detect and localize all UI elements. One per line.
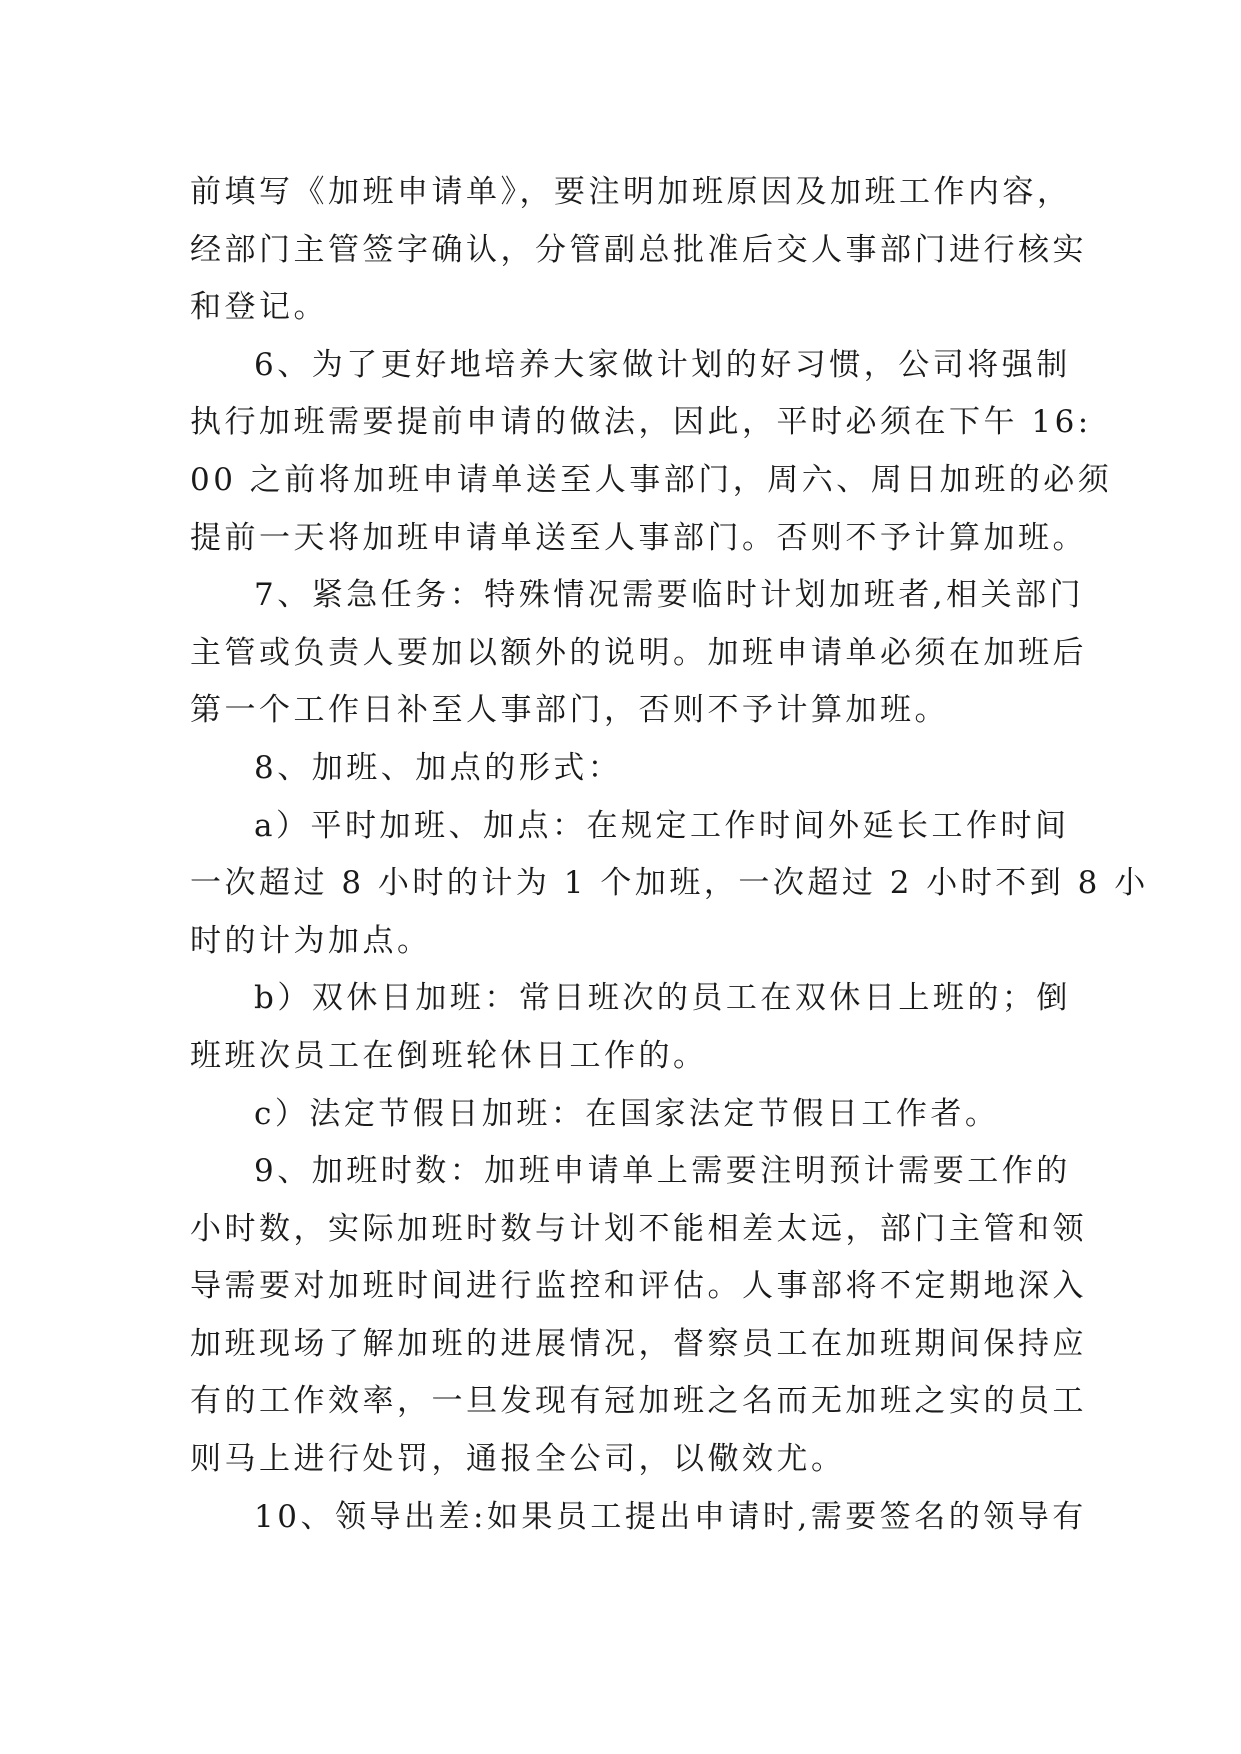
text-line: 主管或负责人要加以额外的说明。加班申请单必须在加班后	[190, 634, 1087, 671]
text-line: 前填写《加班申请单》，要注明加班原因及加班工作内容，	[190, 174, 1072, 210]
text-line: 一次超过 8 小时的计为 1 个加班，一次超过 2 小时不到 8 小	[190, 865, 1149, 902]
paragraph-start-line: 10、领导出差:如果员工提出申请时,需要签名的领导有	[254, 1498, 1087, 1535]
text-line: 有的工作效率，一旦发现有冠加班之名而无加班之实的员工	[190, 1383, 1087, 1420]
text-line: 班班次员工在倒班轮休日工作的。	[190, 1037, 708, 1074]
text-line: 时的计为加点。	[190, 922, 432, 959]
text-line: 第一个工作日补至人事部门，否则不予计算加班。	[190, 692, 949, 729]
text-line: 经部门主管签字确认，分管副总批准后交人事部门进行核实	[190, 231, 1087, 268]
text-line: 提前一天将加班申请单送至人事部门。否则不予计算加班。	[190, 519, 1087, 556]
text-line: 导需要对加班时间进行监控和评估。人事部将不定期地深入	[190, 1268, 1087, 1305]
paragraph-start-line: a）平时加班、加点：在规定工作时间外延长工作时间	[254, 807, 1070, 844]
text-line: 则马上进行处罚，通报全公司，以儆效尤。	[190, 1441, 846, 1478]
paragraph-start-line: 7、紧急任务：特殊情况需要临时计划加班者,相关部门	[254, 577, 1085, 614]
paragraph-start-line: 6、为了更好地培养大家做计划的好习惯，公司将强制	[254, 346, 1071, 383]
text-line: 00 之前将加班申请单送至人事部门，周六、周日加班的必须	[190, 461, 1113, 498]
paragraph-start-line: 8、加班、加点的形式：	[254, 749, 623, 786]
text-line: 执行加班需要提前申请的做法，因此，平时必须在下午 16:	[190, 404, 1092, 441]
text-line: 加班现场了解加班的进展情况，督察员工在加班期间保持应	[190, 1325, 1087, 1362]
paragraph-start-line: c）法定节假日加班：在国家法定节假日工作者。	[254, 1095, 1000, 1132]
text-line: 和登记。	[190, 289, 328, 326]
document-body	[190, 164, 1149, 1546]
paragraph-start-line: b）双休日加班：常日班次的员工在双休日上班的；倒	[254, 980, 1071, 1017]
text-line: 小时数，实际加班时数与计划不能相差太远，部门主管和领	[190, 1210, 1087, 1247]
paragraph-start-line: 9、加班时数：加班申请单上需要注明预计需要工作的	[254, 1153, 1071, 1190]
